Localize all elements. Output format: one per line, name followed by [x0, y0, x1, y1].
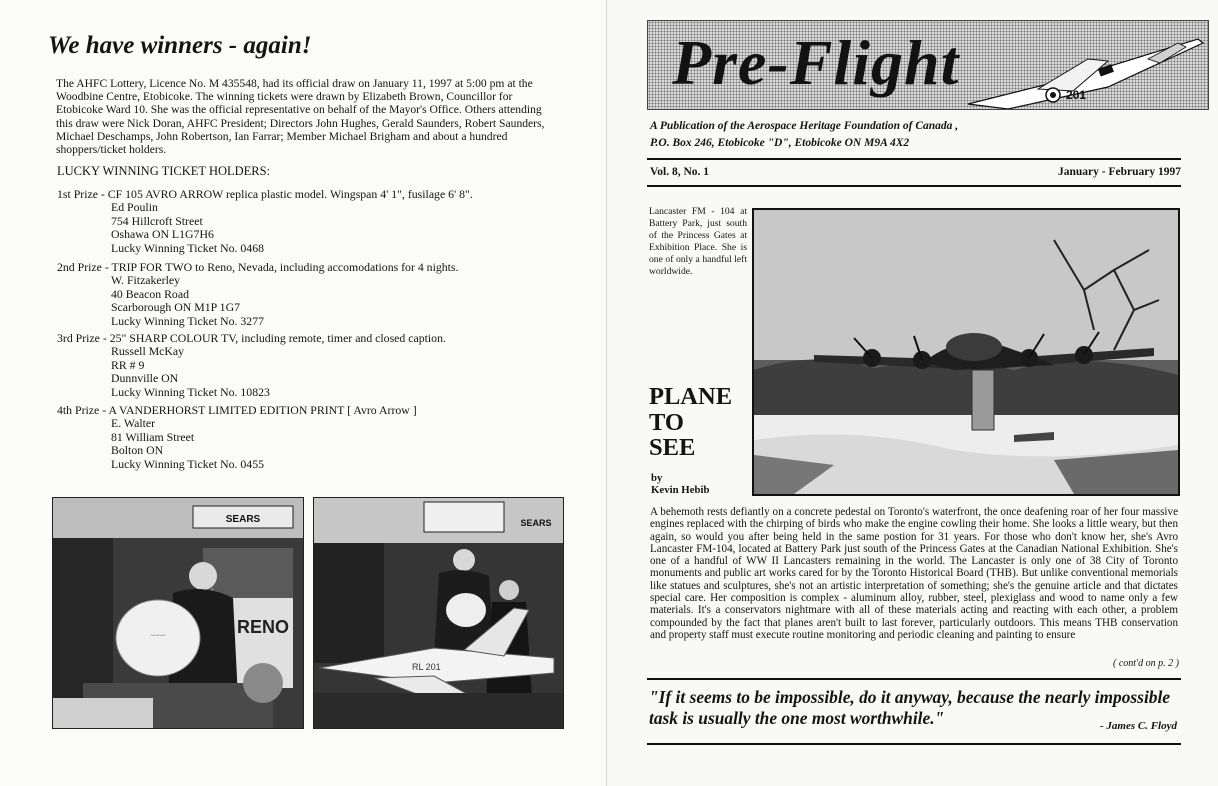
reno-banner-text: RENO — [236, 617, 290, 637]
prize-3 — [57, 332, 446, 399]
prize-4 — [57, 404, 417, 471]
quote-rule-top — [647, 678, 1181, 680]
avro-arrow-jet-icon — [948, 29, 1208, 109]
winner-city: Bolton ON — [111, 443, 164, 458]
winner-ticket: Lucky Winning Ticket No. 10823 — [111, 384, 270, 399]
issue-date: January - February 1997 — [1058, 166, 1181, 178]
lucky-winners-heading: LUCKY WINNING TICKET HOLDERS: — [57, 164, 271, 178]
issue-rule-bottom — [647, 185, 1181, 187]
winner-address — [57, 345, 446, 399]
model-tail-number: RL 201 — [412, 662, 441, 672]
left-page — [0, 0, 606, 786]
prize-line: 4th Prize - A VANDERHORST LIMITED EDITION PRINT [ Avro Arrow ] — [57, 403, 417, 417]
quote-rule-bottom — [647, 743, 1181, 745]
winner-city: Oshawa ON L1G7H6 — [111, 227, 214, 242]
headline-line: TO — [649, 408, 684, 436]
prize-1 — [57, 188, 473, 255]
draw-event-photo-left — [52, 497, 304, 729]
headline-line: PLANE — [649, 383, 733, 410]
newsletter-title: Pre-Flight — [672, 27, 960, 98]
quote-author: - James C. Floyd — [1100, 720, 1177, 732]
winner-name: Ed Poulin — [111, 200, 158, 215]
publisher-line: A Publication of the Aerospace Heritage Foundation of Canada , — [650, 120, 959, 132]
winner-street: RR # 9 — [111, 357, 145, 372]
lancaster-illustration — [754, 210, 1178, 494]
svg-text:~~~~: ~~~~ — [150, 632, 166, 640]
winner-street: 754 Hillcroft Street — [111, 213, 203, 228]
article-body: A behemoth rests defiantly on a concrete pedestal on Toronto's waterfront, the once deafening roar of her four massive engines replaced with the chirping of birds who make the engine cowling their home. She looks a little weary, but then again, so would you after being held in the same postion for 31 years. For those who don't know her, she's Avro Lancaster FM-104, located at Battery Park just south of the Princess Gates at the Canadian National Exhibition. She's one of a handful of WW II Lancasters remaining in the world. The Lancaster is only one of 38 City of Toronto monuments and public art works cared for by the Toronto Historical Board (THB). But unlike conventional memorials like statues and sculptures, she's not an artistic interpretation of something; she's the genuine article and that dictates special care. Her composition is complex - aluminum alloy, rubber, steel, plexiglass and wood to name only a few materials. It's a conservators nightmare with all of these materials acting and reacting with each other, a problem compounded by the fact that planes aren't built to last forever, particularly outdoors. This means THB conservation and property staff must execute routine monitoring and periodic cleaning and painting to ensure — [650, 506, 1178, 641]
address-line: P.O. Box 246, Etobicoke "D", Etobicoke ON M9A 4X2 — [650, 137, 910, 149]
winner-address — [57, 417, 417, 471]
winner-city: Dunnville ON — [111, 371, 179, 386]
feature-quote: "If it seems to be impossible, do it anyway, because the nearly impossible task is usually the one most worthwhile." — [649, 687, 1171, 728]
winner-name: W. Fitzakerley — [111, 273, 181, 288]
headline-line: SEE — [649, 434, 696, 461]
byline-by: by — [651, 472, 663, 484]
winner-name: E. Walter — [111, 416, 156, 431]
store-sign-text: SEARS — [520, 518, 552, 528]
right-page — [606, 0, 1218, 786]
store-sign-text: SEARS — [225, 514, 261, 525]
photo-caption: Lancaster FM - 104 at Battery Park, just south of the Princess Gates at Exhibition Place. She is one of only a handful left worldwide. — [649, 206, 747, 277]
winner-address — [57, 274, 458, 328]
winner-city: Scarborough ON M1P 1G7 — [111, 300, 240, 315]
article-headline — [649, 384, 732, 461]
jet-number: 201 — [1066, 88, 1087, 102]
prize-2 — [57, 261, 458, 328]
lancaster-photo — [752, 208, 1180, 496]
winner-name: Russell McKay — [111, 344, 185, 359]
lottery-intro: The AHFC Lottery, Licence No. M 435548, had its official draw on January 11, 1997 at 5:00 pm at the Woodbine Centre, Etobicoke. The winning tickets were drawn by Elizabeth Brown, Councillor for Etobicoke Ward 10. She was the official representative on behalf of the Mayor's Office. Others attending this draw were Nick Doran, AHFC President; Directors John Hughes, Gerald Saunders, Robert Saunders, Michael Deschamps, John Robertson, Ian Farrar; Member Michael Brigham and about a hundred shoppers/ticket holders. — [56, 77, 545, 157]
issue-rule-top — [647, 158, 1181, 160]
article-byline — [651, 472, 710, 496]
winner-ticket: Lucky Winning Ticket No. 0455 — [111, 456, 264, 471]
model-display-illustration — [314, 498, 563, 728]
draw-event-illustration — [53, 498, 303, 728]
prize-line: 3rd Prize - 25" SHARP COLOUR TV, including remote, timer and closed caption. — [57, 331, 446, 345]
winner-street: 40 Beacon Road — [111, 286, 189, 301]
masthead — [647, 20, 1209, 110]
winner-address — [57, 201, 473, 255]
prize-line: 1st Prize - CF 105 AVRO ARROW replica plastic model. Wingspan 4' 1", fusilage 6' 8". — [57, 187, 473, 201]
winner-ticket: Lucky Winning Ticket No. 3277 — [111, 313, 264, 328]
byline-author: Kevin Hebib — [651, 484, 710, 496]
avro-arrow-model-photo — [313, 497, 564, 729]
winners-title: We have winners - again! — [48, 32, 312, 59]
issue-volume: Vol. 8, No. 1 — [650, 166, 709, 178]
continued-note: ( cont'd on p. 2 ) — [1112, 658, 1179, 669]
publication-subtitle — [650, 118, 958, 152]
winner-street: 81 William Street — [111, 429, 195, 444]
prize-line: 2nd Prize - TRIP FOR TWO to Reno, Nevada, including accomodations for 4 nights. — [57, 260, 459, 274]
winner-ticket: Lucky Winning Ticket No. 0468 — [111, 240, 264, 255]
